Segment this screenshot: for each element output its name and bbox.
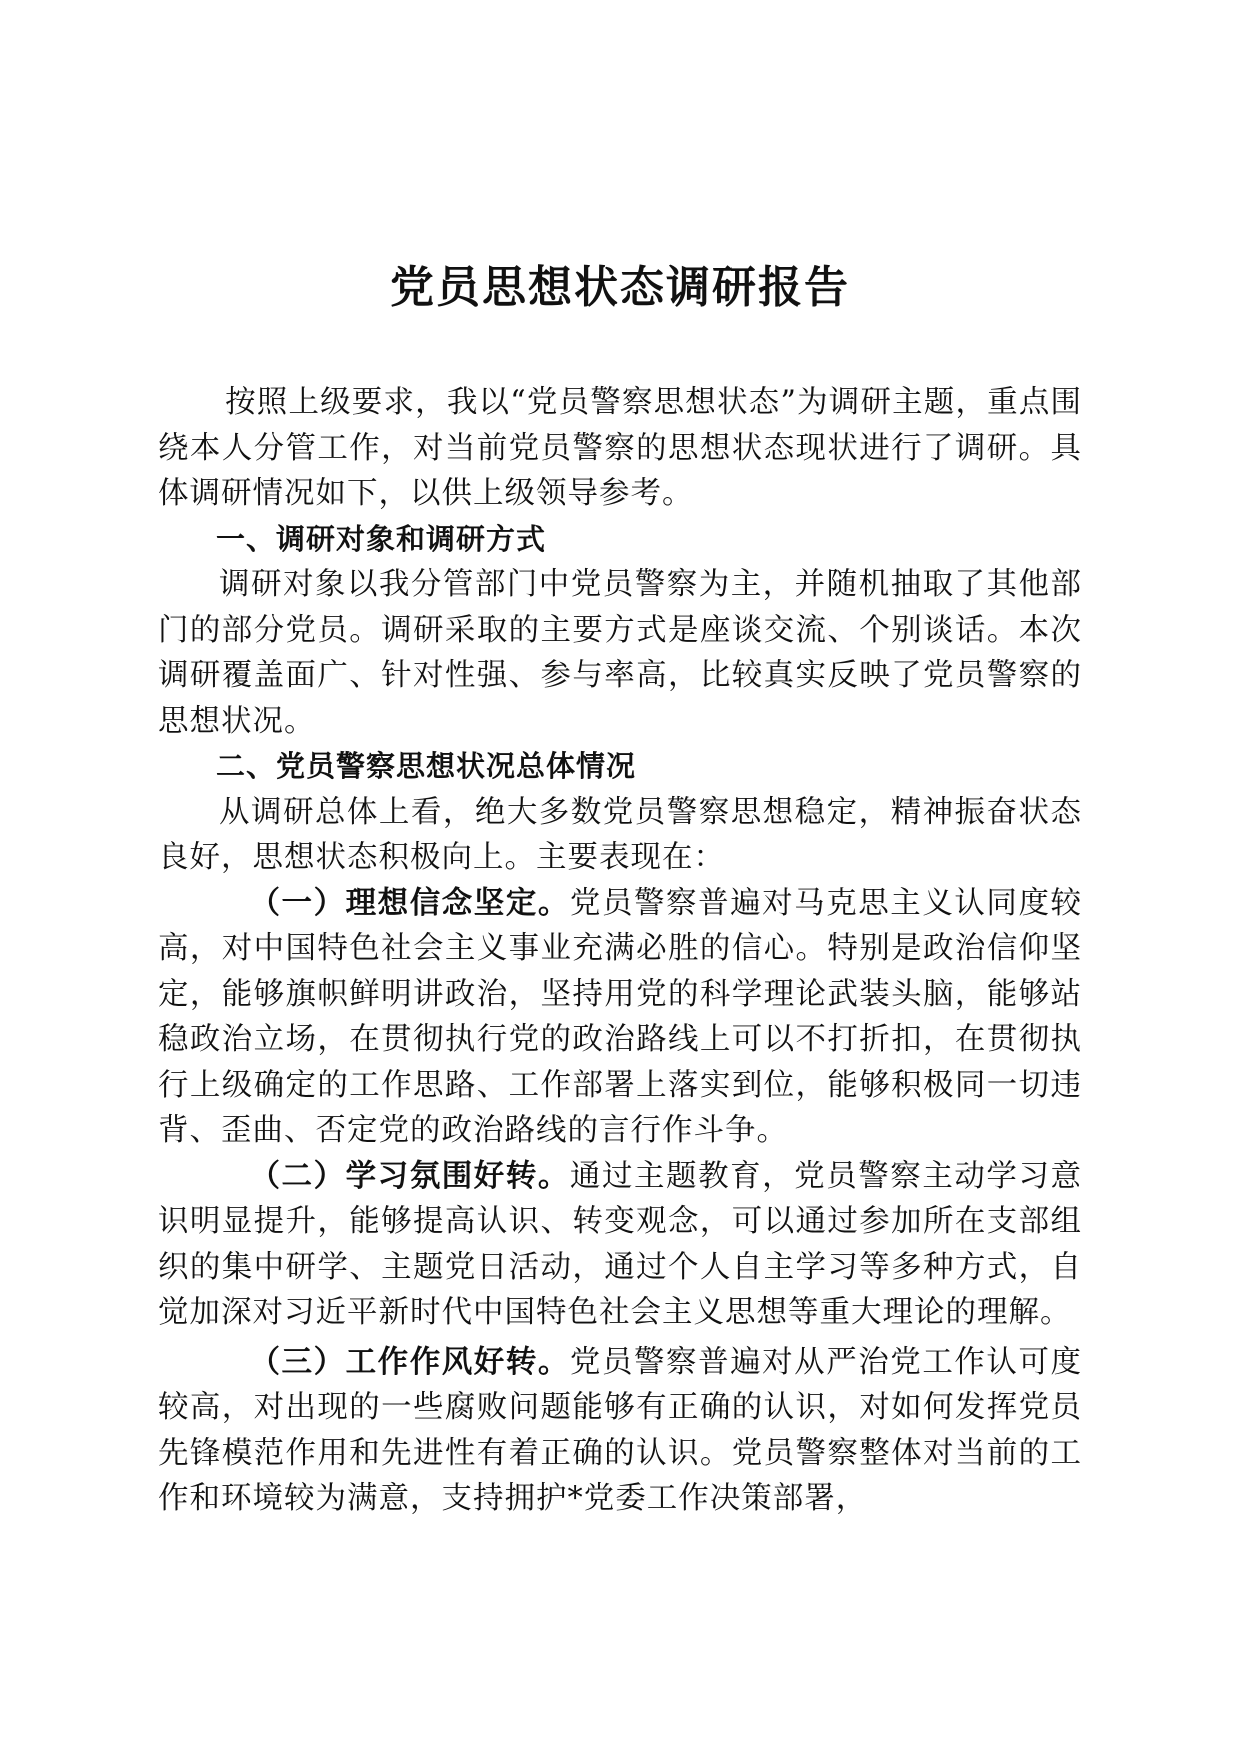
section-2-paragraph: 从调研总体上看，绝大多数党员警察思想稳定，精神振奋状态良好，思想状态积极向上。主要表现在： — [158, 794, 1082, 875]
item-text-2: 通过主题教育，党员警察主动学习意识明显提升，能够提高认识、转变观念，可以通过参加所在支部组织的集中研学、主题党日活动，通过个人自主学习等多种方式，自觉加深对习近平新时代中国特色社会主义思想等重大理论的理解。 — [158, 1158, 1083, 1330]
item-label-3: （三）工作作风好转。 — [249, 1343, 570, 1380]
document-body — [158, 380, 1082, 1522]
section-1-paragraph: 调研对象以我分管部门中党员警察为主，并随机抽取了其他部门的部分党员。调研采取的主要方式是座谈交流、个别谈话。本次调研覆盖面广、针对性强、参与率高，比较真实反映了党员警察的思想状况。 — [158, 567, 1082, 739]
section-heading-1: 一、调研对象和调研方式 — [216, 521, 547, 556]
intro-paragraph: 按照上级要求，我以“党员警察思想状态”为调研主题，重点围绕本人分管工作，对当前党员警察的思想状态现状进行了调研。具体调研情况如下，以供上级领导参考。 — [158, 385, 1082, 511]
section-heading-2: 二、党员警察思想状况总体情况 — [216, 749, 637, 783]
item-text-1: 党员警察普遍对马克思主义认同度较高，对中国特色社会主义事业充满必胜的信心。特别是政治信仰坚定，能够旗帜鲜明讲政治，坚持用党的科学理论武装头脑，能够站稳政治立场，在贯彻执行党的政治路线上可以不打折扣，在贯彻执行上级确定的工作思路、工作部署上落实到位，能够积极同一切违背、歪曲、否定党的政治路线的言行作斗争。 — [158, 885, 1083, 1148]
item-paragraph-2 — [158, 1154, 1082, 1336]
item-label-2: （二）学习氛围好转。 — [249, 1157, 570, 1194]
item-text-3: 党员警察普遍对从严治党工作认可度较高，对出现的一些腐败问题能够有正确的认识，对如何发挥党员先锋模范作用和先进性有着正确的认识。党员警察整体对当前的工作和环境较为满意，支持拥护*党委工作决策部署， — [158, 1344, 1083, 1516]
document-title: 党员思想状态调研报告 — [390, 262, 850, 313]
item-paragraph-3 — [158, 1340, 1082, 1522]
item-label-1: （一）理想信念坚定。 — [249, 884, 570, 921]
item-paragraph-1 — [158, 881, 1082, 1154]
